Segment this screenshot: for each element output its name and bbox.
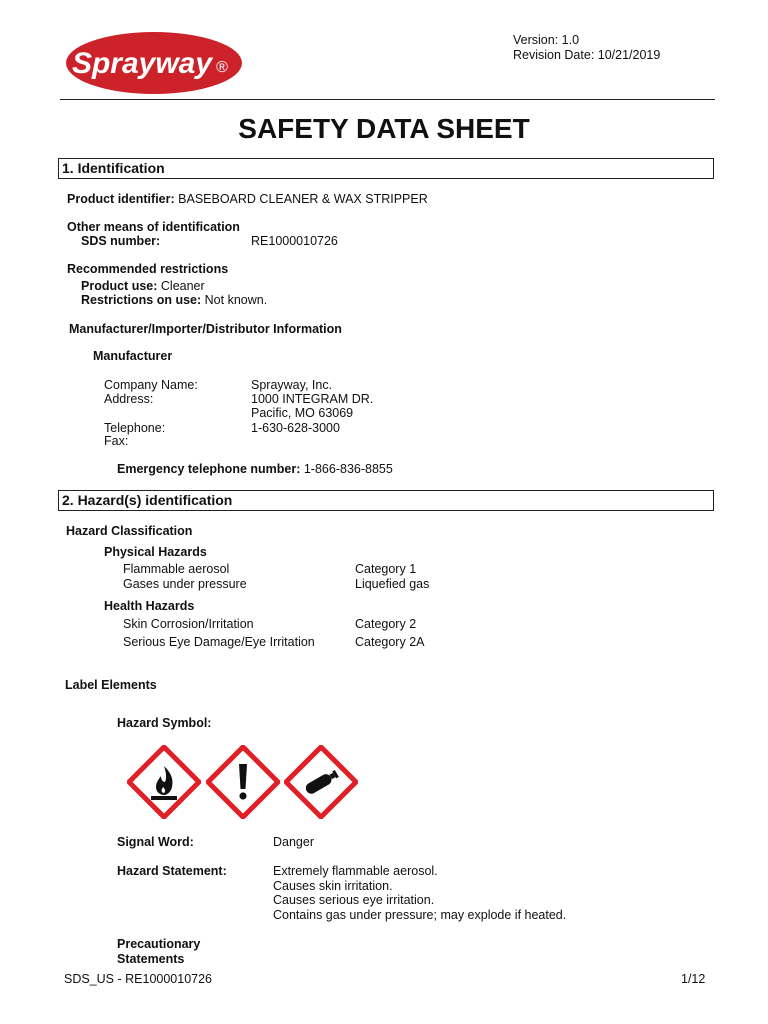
physical-hazard-name: Gases under pressure <box>123 577 247 591</box>
sds-number-label: SDS number: <box>81 234 161 248</box>
manufacturer-info-label: Manufacturer/Importer/Distributor Information <box>69 322 342 336</box>
company-name-value: Sprayway, Inc. <box>251 378 333 392</box>
precautionary-label-line-1: Precautionary <box>117 937 201 951</box>
fax-label: Fax: <box>104 434 129 448</box>
sds-number-value: RE1000010726 <box>251 234 338 248</box>
physical-hazard-category: Liquefied gas <box>355 577 430 591</box>
version-text: Version: 1.0 <box>513 33 580 47</box>
hazard-symbol-label: Hazard Symbol: <box>117 716 212 730</box>
emergency-value: 1-866-836-8855 <box>303 462 393 476</box>
product-use <box>81 279 205 293</box>
section-2-header <box>58 490 714 511</box>
section-1-heading: 1. Identification <box>62 160 165 176</box>
physical-hazard-name: Flammable aerosol <box>123 562 230 576</box>
restrictions-on-use <box>81 293 267 307</box>
physical-hazards-label: Physical Hazards <box>104 545 207 559</box>
health-hazard-category: Category 2 <box>355 617 417 631</box>
restrictions-value: Not known. <box>204 293 268 307</box>
section-1-header <box>58 158 714 179</box>
hazard-statement-item: Causes serious eye irritation. <box>273 893 435 907</box>
health-hazard-category: Category 2A <box>355 635 425 649</box>
hazard-statement-item: Causes skin irritation. <box>273 879 393 893</box>
sprayway-logo <box>64 30 244 101</box>
telephone-label: Telephone: <box>104 421 166 435</box>
footer-page-number: 1/12 <box>681 972 706 986</box>
emergency-telephone <box>117 462 393 476</box>
product-identifier-value: BASEBOARD CLEANER & WAX STRIPPER <box>178 192 428 206</box>
signal-word-value: Danger <box>273 835 314 849</box>
health-hazard-name: Skin Corrosion/Irritation <box>123 617 254 631</box>
page-title: SAFETY DATA SHEET <box>238 113 530 144</box>
manufacturer-label: Manufacturer <box>93 349 173 363</box>
product-use-label: Product use: <box>81 279 158 293</box>
logo-registered-mark: ® <box>216 59 228 76</box>
hazard-statement-item: Contains gas under pressure; may explode if heated. <box>273 908 567 922</box>
hazard-statement-item: Extremely flammable aerosol. <box>273 864 438 878</box>
hazard-classification-label: Hazard Classification <box>66 524 193 538</box>
exclamation-icon <box>206 745 280 819</box>
product-identifier <box>67 192 428 206</box>
label-elements-label: Label Elements <box>65 678 157 692</box>
address-line-2: Pacific, MO 63069 <box>251 406 354 420</box>
section-2-heading: 2. Hazard(s) identification <box>62 492 233 508</box>
health-hazards-label: Health Hazards <box>104 599 195 613</box>
flame-icon <box>127 745 201 819</box>
product-identifier-label: Product identifier: <box>67 192 175 206</box>
address-label: Address: <box>104 392 154 406</box>
hazard-statement-label: Hazard Statement: <box>117 864 227 878</box>
emergency-label: Emergency telephone number: <box>117 462 301 476</box>
physical-hazard-category: Category 1 <box>355 562 417 576</box>
address-line-1: 1000 INTEGRAM DR. <box>251 392 374 406</box>
header-divider <box>60 99 715 100</box>
recommended-restrictions-label: Recommended restrictions <box>67 262 229 276</box>
company-name-label: Company Name: <box>104 378 198 392</box>
signal-word-label: Signal Word: <box>117 835 194 849</box>
product-use-value: Cleaner <box>160 279 205 293</box>
revision-date: Revision Date: 10/21/2019 <box>513 48 661 62</box>
health-hazard-name: Serious Eye Damage/Eye Irritation <box>123 635 315 649</box>
precautionary-label-line-2: Statements <box>117 952 185 966</box>
logo-text: Sprayway <box>71 47 213 80</box>
footer-document-id: SDS_US - RE1000010726 <box>64 972 213 986</box>
telephone-value: 1-630-628-3000 <box>251 421 340 435</box>
other-means-label: Other means of identification <box>67 220 240 234</box>
restrictions-label: Restrictions on use: <box>81 293 202 307</box>
gas-cylinder-icon <box>284 745 358 819</box>
